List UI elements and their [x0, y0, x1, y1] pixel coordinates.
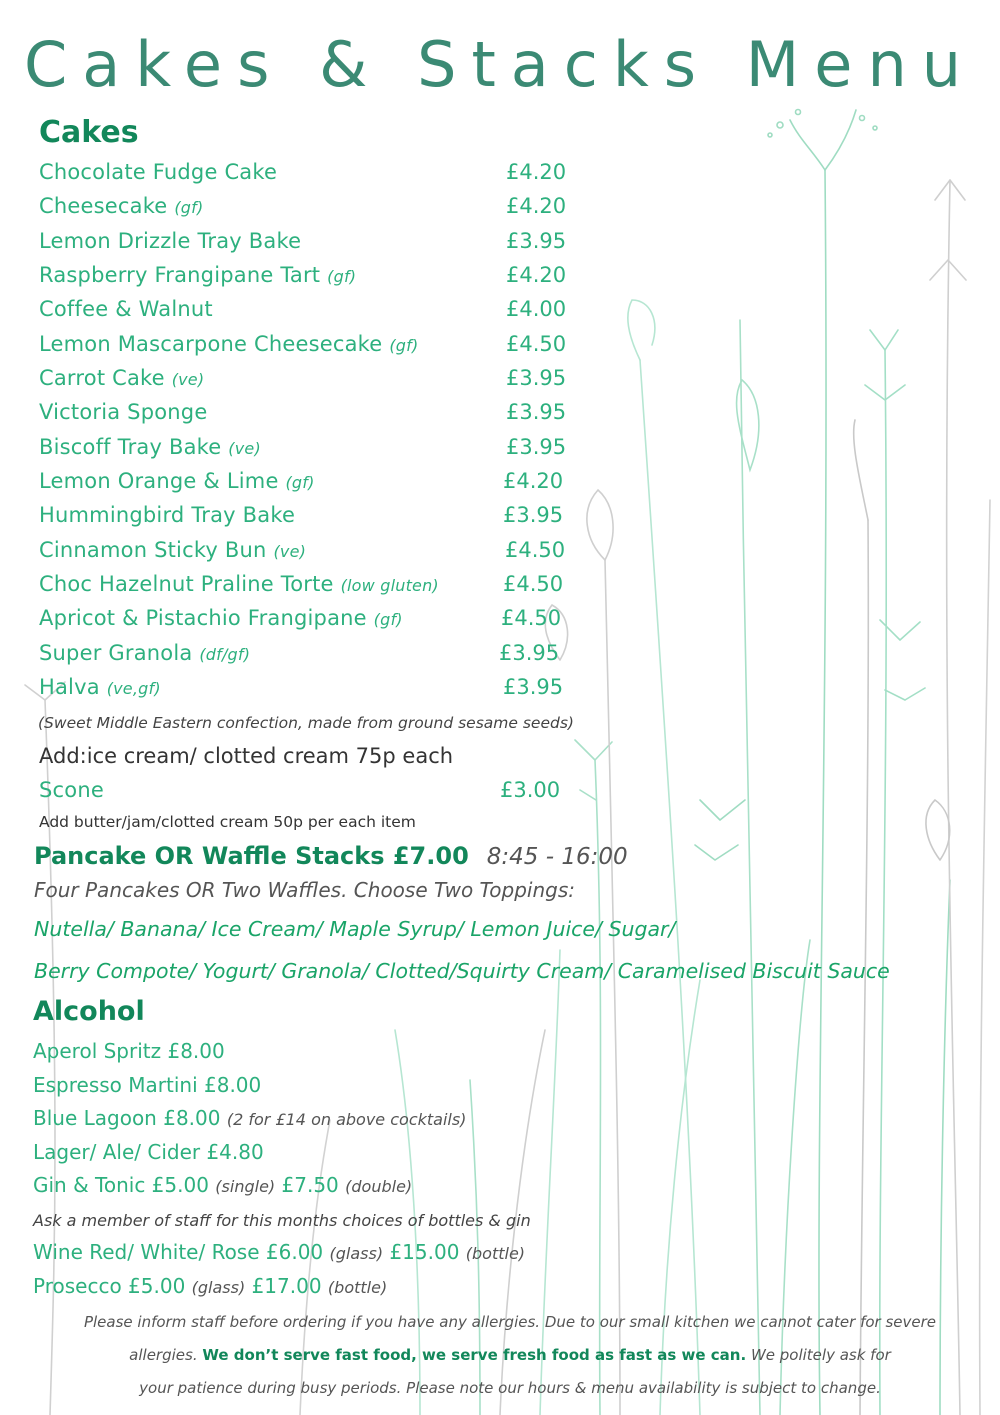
halva-description: (Sweet Middle Eastern confection, made from ground sesame seeds): [38, 714, 574, 732]
cake-name: Lemon Mascarpone Cheesecake: [39, 332, 383, 356]
cake-price: £4.00: [506, 297, 567, 321]
alcohol-name: Gin & Tonic £5.00: [33, 1173, 209, 1197]
cake-price: £4.20: [506, 160, 567, 184]
cake-item: [39, 332, 418, 356]
cake-price: £4.50: [505, 538, 566, 562]
page-title: Cakes & Stacks Menu: [23, 28, 977, 101]
cakes-heading: Cakes: [39, 115, 139, 150]
alcohol-item: [33, 1106, 466, 1130]
alcohol-price: £7.50: [281, 1173, 339, 1197]
cake-note: (ve,gf): [106, 679, 161, 698]
cake-note: (gf): [285, 473, 315, 492]
cake-price: £4.50: [503, 572, 564, 596]
alcohol-note: (2 for £14 on above cocktails): [226, 1110, 467, 1129]
alcohol-note: (single): [215, 1177, 276, 1196]
alcohol-note: (double): [345, 1177, 413, 1196]
cake-price: £3.95: [506, 435, 567, 459]
alcohol-name: Blue Lagoon £8.00: [33, 1106, 221, 1130]
alcohol-note: (bottle): [465, 1244, 526, 1263]
add-cream-note: Add:ice cream/ clotted cream 75p each: [39, 744, 454, 768]
footer-line-3: your patience during busy periods. Please note our hours & menu availability is subject to change.: [139, 1379, 881, 1397]
cake-item: [39, 469, 315, 493]
cake-name: Cinnamon Sticky Bun: [39, 538, 267, 562]
cake-note: (df/gf): [199, 645, 251, 664]
cake-item: [39, 297, 213, 321]
alcohol-item: Aperol Spritz £8.00: [33, 1039, 225, 1063]
alcohol-name: Prosecco £5.00: [33, 1274, 186, 1298]
footer-line-2-pre: allergies.: [129, 1346, 198, 1364]
cake-price: £4.50: [506, 332, 567, 356]
alcohol-item: Espresso Martini £8.00: [33, 1073, 262, 1097]
cake-note: (gf): [174, 198, 204, 217]
footer-line-2-post: We politely ask for: [750, 1346, 891, 1364]
cake-item: [39, 160, 277, 184]
cake-item: [39, 538, 306, 562]
alcohol-note: (bottle): [327, 1278, 388, 1297]
staff-note: Ask a member of staff for this months choices of bottles & gin: [33, 1211, 531, 1230]
cake-note: (ve): [228, 439, 261, 458]
alcohol-name: Wine Red/ White/ Rose £6.00: [33, 1240, 324, 1264]
alcohol-note: (glass): [329, 1244, 384, 1263]
cake-name: Chocolate Fudge Cake: [39, 160, 278, 184]
cake-item: [39, 400, 207, 424]
cake-price: £3.95: [499, 641, 560, 665]
cake-note: (ve): [273, 542, 307, 561]
cake-item: [39, 229, 301, 253]
cake-price: £3.95: [503, 675, 564, 699]
alcohol-heading: Alcohol: [33, 996, 145, 1027]
footer-slogan: We don’t serve fast food, we serve fresh food as fast as we can.: [202, 1346, 747, 1364]
cake-price: £4.20: [506, 263, 567, 287]
cake-name: Coffee & Walnut: [39, 297, 213, 321]
cake-note: (gf): [327, 267, 357, 286]
cake-price: £4.50: [501, 606, 562, 630]
alcohol-item: Lager/ Ale/ Cider £4.80: [33, 1140, 264, 1164]
stacks-description: Four Pancakes OR Two Waffles. Choose Two Toppings:: [34, 878, 575, 902]
alcohol-note: (glass): [191, 1278, 246, 1297]
cake-item: [39, 194, 203, 218]
cake-note: (ve): [171, 370, 205, 389]
cake-item: [39, 366, 204, 390]
scone-price: £3.00: [500, 778, 561, 802]
cake-item: [39, 641, 250, 665]
cake-name: Carrot Cake: [39, 366, 165, 390]
cake-name: Lemon Orange & Lime: [39, 469, 279, 493]
alcohol-price: £15.00: [389, 1240, 460, 1264]
cake-price: £3.95: [506, 400, 567, 424]
cake-item: [39, 503, 295, 527]
stacks-toppings-line1: Nutella/ Banana/ Ice Cream/ Maple Syrup/ Lemon Juice/ Sugar/: [34, 917, 676, 941]
cake-name: Apricot & Pistachio Frangipane: [39, 606, 367, 630]
cake-price: £3.95: [506, 229, 567, 253]
alcohol-item: [33, 1173, 412, 1197]
alcohol-price: £17.00: [251, 1274, 322, 1298]
cake-note: (gf): [389, 336, 419, 355]
cake-price: £4.20: [503, 469, 564, 493]
cake-name: Super Granola: [39, 641, 193, 665]
stacks-hours: 8:45 - 16:00: [486, 844, 628, 870]
cake-name: Hummingbird Tray Bake: [39, 503, 296, 527]
scone-name: Scone: [39, 778, 104, 802]
cake-name: Halva: [39, 675, 100, 699]
stacks-toppings-line2: Berry Compote/ Yogurt/ Granola/ Clotted/Squirty Cream/ Caramelised Biscuit Sauce: [34, 959, 890, 983]
cake-item: [39, 435, 261, 459]
footer-line-1: Please inform staff before ordering if you have any allergies. Due to our small kitchen we cannot cater for severe: [83, 1313, 937, 1331]
cake-name: Raspberry Frangipane Tart: [39, 263, 321, 287]
cake-item: [39, 675, 161, 699]
stacks-title: Pancake OR Waffle Stacks £7.00: [34, 842, 469, 870]
cake-name: Victoria Sponge: [39, 400, 208, 424]
footer-line-2: [40, 1346, 980, 1364]
cake-price: £3.95: [506, 366, 567, 390]
cake-item: [39, 572, 439, 596]
cake-note: (low gluten): [340, 576, 439, 595]
stacks-heading: [34, 842, 628, 870]
alcohol-item: [33, 1240, 525, 1264]
cake-name: Cheesecake: [39, 194, 168, 218]
cake-item: [39, 263, 356, 287]
cake-price: £3.95: [503, 503, 564, 527]
cake-item: [39, 606, 403, 630]
cake-name: Biscoff Tray Bake: [39, 435, 222, 459]
scone-extras-note: Add butter/jam/clotted cream 50p per each item: [39, 813, 416, 831]
alcohol-item: [33, 1274, 387, 1298]
cake-name: Lemon Drizzle Tray Bake: [39, 229, 302, 253]
scone-item: [39, 778, 104, 802]
cake-price: £4.20: [506, 194, 567, 218]
cake-name: Choc Hazelnut Praline Torte: [39, 572, 334, 596]
cake-note: (gf): [373, 610, 403, 629]
